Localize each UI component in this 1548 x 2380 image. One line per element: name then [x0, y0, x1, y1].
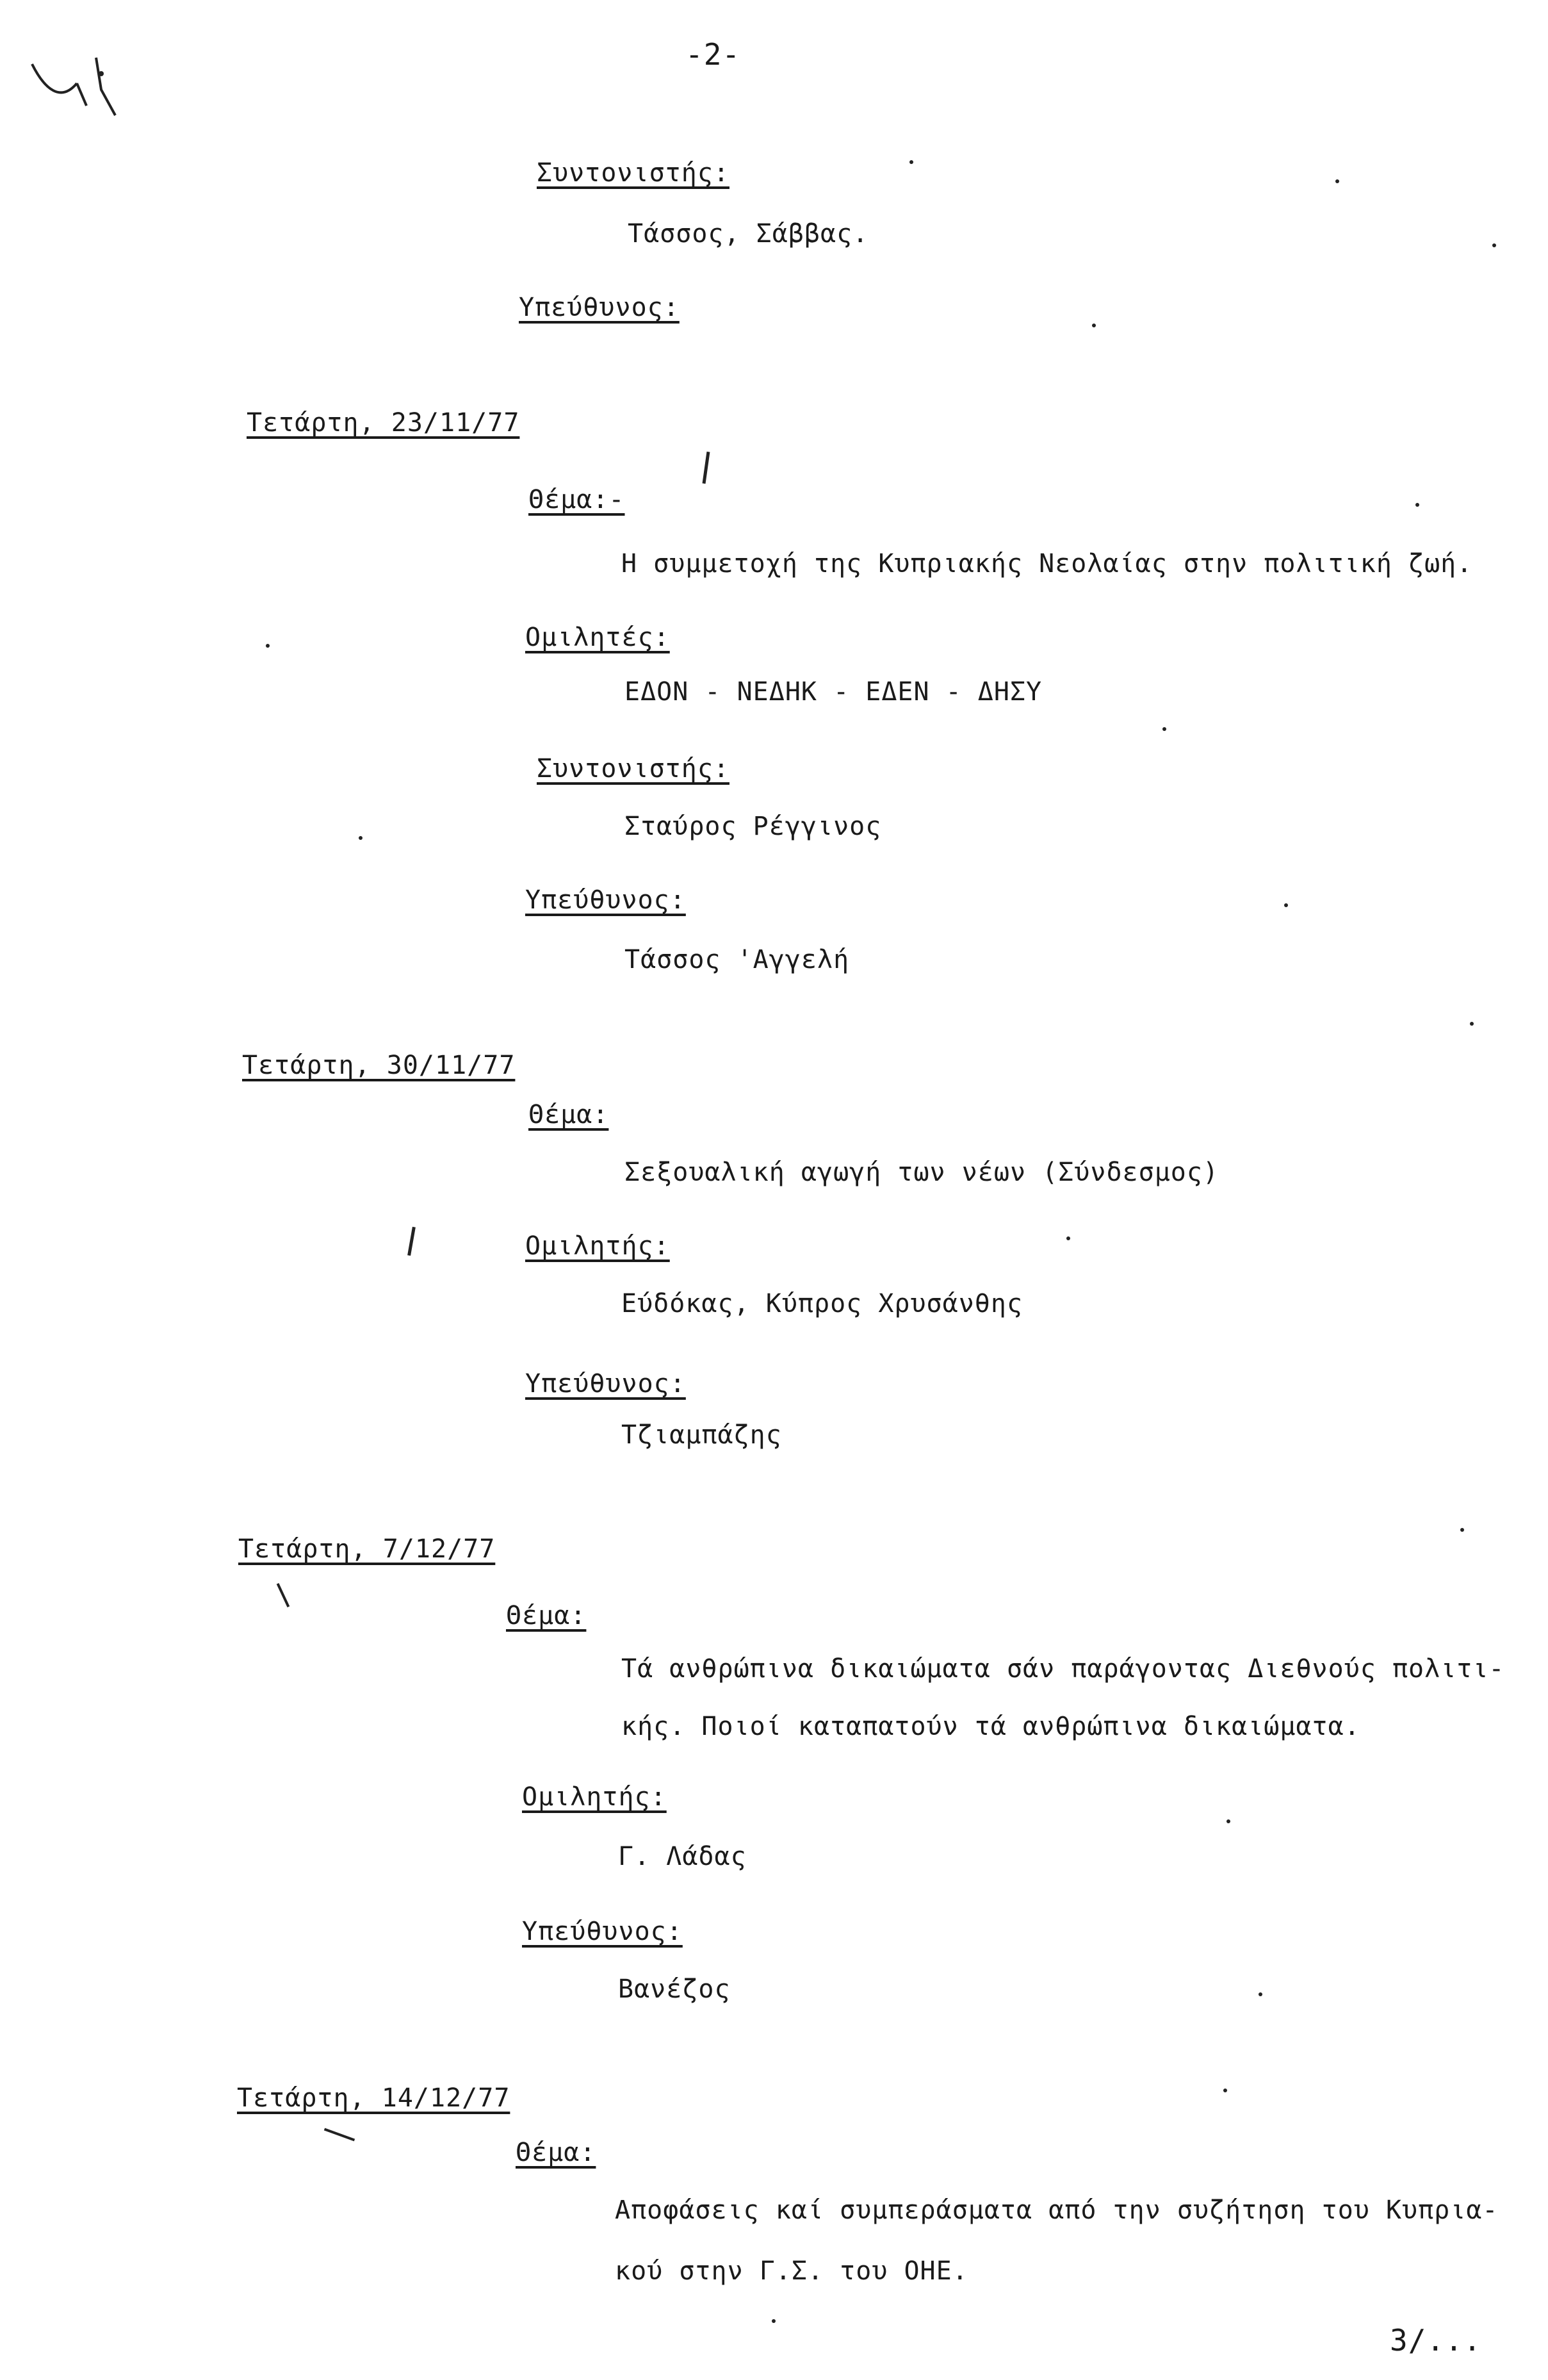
scan-speck — [909, 160, 913, 164]
scan-speck — [1460, 1528, 1464, 1532]
responsible-value: Τζιαμπάζης — [621, 1420, 782, 1450]
theme-label: Θέμα: — [528, 1100, 609, 1129]
session-date: Τετάρτη, 14/12/77 — [237, 2083, 510, 2113]
speakers-label: Ομιλητής: — [522, 1782, 667, 1812]
scan-speck — [1223, 2089, 1227, 2092]
scan-speck — [1226, 1819, 1230, 1823]
handwritten-scribble-mark — [26, 45, 128, 122]
session-date: Τετάρτη, 23/11/77 — [247, 408, 520, 438]
theme-label: Θέμα: — [516, 2138, 596, 2167]
scan-speck — [1162, 727, 1166, 731]
coordinator-value: Τάσσος, Σάββας. — [628, 219, 869, 249]
scan-speck — [266, 644, 270, 648]
coordinator-label: Συντονιστής: — [537, 754, 729, 784]
responsible-label: Υπεύθυνος: — [525, 1369, 686, 1399]
session-date: Τετάρτη, 7/12/77 — [238, 1534, 496, 1564]
scan-speck — [1470, 1022, 1474, 1026]
page-number: -2- — [685, 37, 741, 72]
scan-speck — [1335, 179, 1339, 183]
handwritten-tick-mark — [277, 1583, 290, 1607]
session-date: Τετάρτη, 30/11/77 — [242, 1051, 516, 1080]
theme-text-line-1: Αποφάσεις καί συμπεράσματα από την συζήτηση του Κυπρια- — [615, 2195, 1499, 2225]
theme-text-line-1: Τά ανθρώπινα δικαιώματα σάν παράγοντας Διεθνούς πολιτι- — [621, 1654, 1505, 1684]
responsible-label: Υπεύθυνος: — [522, 1917, 683, 1946]
speakers-label: Ομιλητής: — [525, 1231, 670, 1261]
theme-label: Θέμα: — [506, 1601, 587, 1630]
scan-speck — [1092, 324, 1096, 327]
scan-speck — [1066, 1236, 1070, 1240]
handwritten-dash-mark — [324, 2128, 355, 2142]
theme-label: Θέμα:- — [528, 485, 625, 514]
speakers-value: Εύδόκας, Κύπρος Χρυσάνθης — [621, 1289, 1023, 1318]
speakers-value: Γ. Λάδας — [618, 1842, 747, 1871]
handwritten-slash-mark — [703, 452, 710, 484]
coordinator-label: Συντονιστής: — [537, 158, 729, 188]
scan-speck — [1284, 903, 1288, 907]
scan-speck — [1415, 503, 1419, 507]
continuation-marker: 3/... — [1390, 2323, 1482, 2358]
responsible-label: Υπεύθυνος: — [525, 885, 686, 915]
speakers-label: Ομιλητές: — [525, 623, 670, 652]
scan-speck — [359, 836, 363, 840]
theme-text: Σεξουαλική αγωγή των νέων (Σύνδεσμος) — [624, 1158, 1219, 1187]
scan-speck — [772, 2319, 776, 2323]
theme-text-line-2: κού στην Γ.Σ. του ΟΗΕ. — [615, 2256, 968, 2286]
speakers-value: ΕΔΟΝ - ΝΕΔΗΚ - ΕΔΕΝ - ΔΗΣΥ — [624, 677, 1043, 707]
responsible-value: Βανέζος — [618, 1974, 731, 2004]
handwritten-slash-mark — [407, 1227, 416, 1256]
responsible-value: Τάσσος 'Αγγελή — [624, 945, 850, 974]
theme-text-line-2: κής. Ποιοί καταπατούν τά ανθρώπινα δικαιώματα. — [621, 1712, 1360, 1741]
scan-speck — [1259, 1992, 1262, 1996]
scan-speck — [1492, 243, 1496, 247]
responsible-label: Υπεύθυνος: — [519, 293, 680, 322]
coordinator-value: Σταύρος Ρέγγινος — [624, 812, 882, 841]
theme-text: Η συμμετοχή της Κυπριακής Νεολαίας στην πολιτική ζωή. — [621, 549, 1473, 579]
